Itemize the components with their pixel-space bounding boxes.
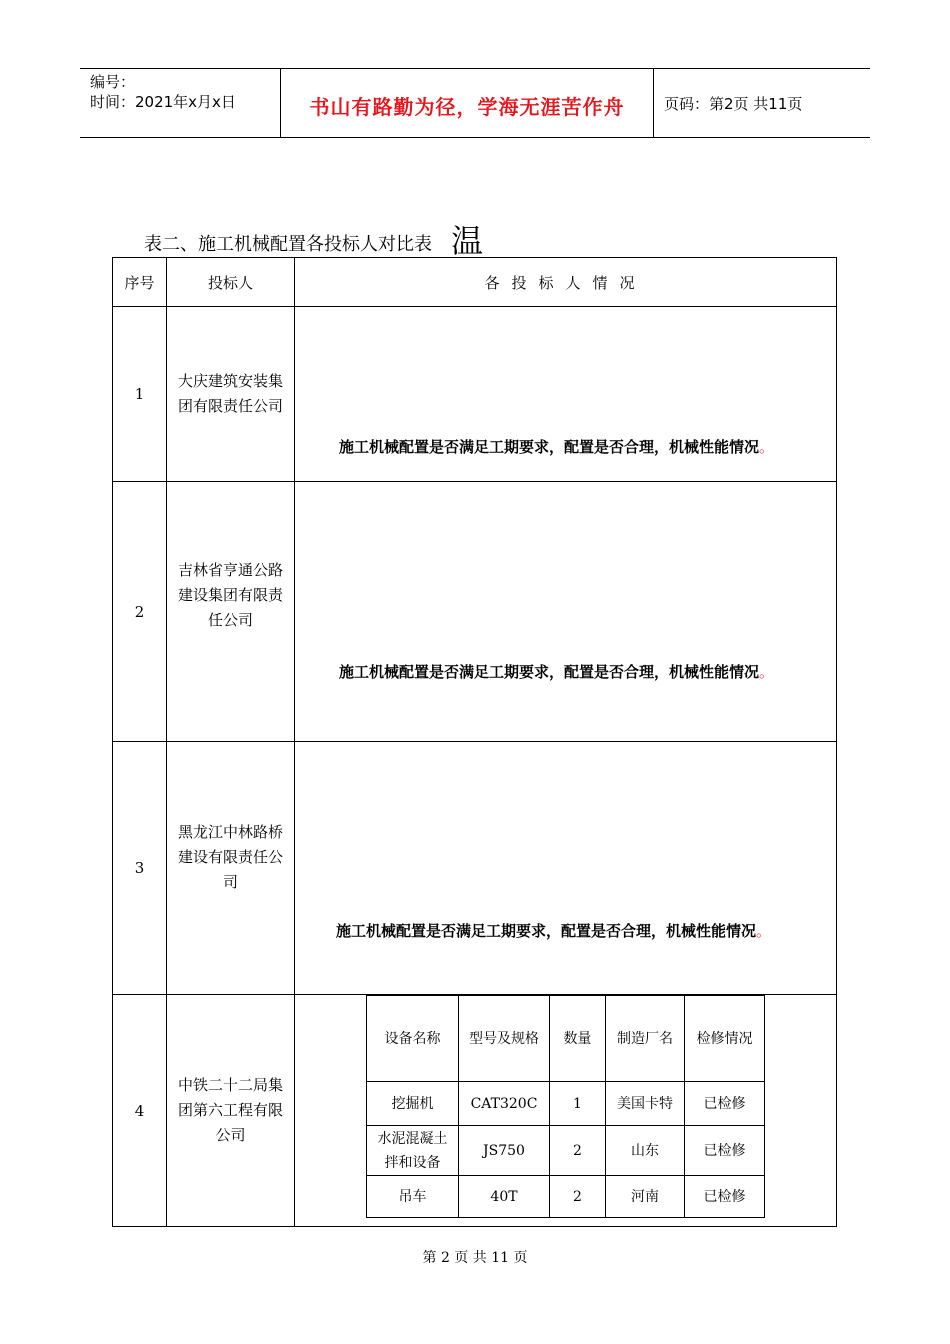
header-no: 序号 [124,273,155,292]
row-1-no: 1 [134,385,145,403]
header-status: 各投标人情况 [484,273,647,292]
row-2-criteria-text: 施工机械配置是否满足工期要求，配置是否合理，机械性能情况 [339,663,760,681]
equipment-cell-name: 挖掘机 [391,1095,434,1112]
page-info: 页码：第2页 共11页 [664,95,803,113]
number-label: 编号： [90,73,136,91]
row-4-bidder: 中铁二十二局集团第六工程有限公司 [177,1076,283,1144]
header-bidder: 投标人 [207,273,253,292]
equipment-cell-maker: 山东 [631,1142,659,1159]
equipment-table [366,995,765,1218]
row-3-bidder: 黑龙江中林路桥建设有限责任公司 [177,822,283,891]
row-1-criteria-mark: 。 [759,438,775,456]
equipment-header-inspection: 检修情况 [696,1030,753,1047]
equipment-header-maker: 制造厂名 [617,1030,673,1047]
page-header [80,68,870,138]
row-3-criteria-text: 施工机械配置是否满足工期要求，配置是否合理，机械性能情况 [336,922,757,940]
row-1-criteria-text: 施工机械配置是否满足工期要求，配置是否合理，机械性能情况 [339,438,760,456]
header-meta-cell [80,69,281,137]
row-3-criteria-mark: 。 [756,922,772,940]
row-3-criteria [336,920,771,941]
header-motto-cell [281,69,654,137]
column-divider [166,258,167,1226]
page-footer: 第 2 页 共 11 页 [422,1250,528,1266]
header-page-cell [654,69,870,137]
equipment-header-qty: 数量 [563,1030,592,1047]
equipment-cell-qty: 2 [573,1142,582,1159]
equipment-cell-name: 吊车 [398,1188,427,1205]
row-1-bidder: 大庆建筑安装集团有限责任公司 [177,372,283,415]
time-label: 时间：2021年x月x日 [90,93,236,111]
equipment-cell-qty: 2 [573,1188,582,1205]
equipment-cell-maker: 河南 [631,1188,659,1205]
row-4-no: 4 [134,1101,145,1120]
equipment-header-model: 型号及规格 [469,1030,539,1047]
equipment-cell-model: CAT320C [470,1095,538,1112]
equipment-cell-name: 水泥混凝土拌和设备 [377,1130,448,1171]
equipment-cell-inspection: 已检修 [703,1188,746,1205]
row-2-criteria [339,661,774,682]
equipment-cell-model: JS750 [483,1142,525,1159]
column-divider [294,258,295,1226]
row-2-no: 2 [134,602,145,621]
row-1-criteria [339,436,774,457]
equipment-cell-qty: 1 [573,1095,582,1112]
equipment-cell-inspection: 已检修 [703,1142,746,1159]
row-2-criteria-mark: 。 [759,663,775,681]
table-title-big-char: 温 [451,222,484,260]
motto: 书山有路勤为径，学海无涯苦作舟 [309,95,625,119]
equipment-cell-model: 40T [490,1188,518,1205]
equipment-header-name: 设备名称 [384,1030,441,1047]
row-3-no: 3 [134,859,145,877]
equipment-cell-inspection: 已检修 [703,1095,746,1112]
equipment-cell-maker: 美国卡特 [617,1095,673,1112]
row-2-bidder: 吉林省亨通公路建设集团有限责任公司 [177,560,283,629]
table-title-text: 表二、施工机械配置各投标人对比表 [144,234,432,255]
